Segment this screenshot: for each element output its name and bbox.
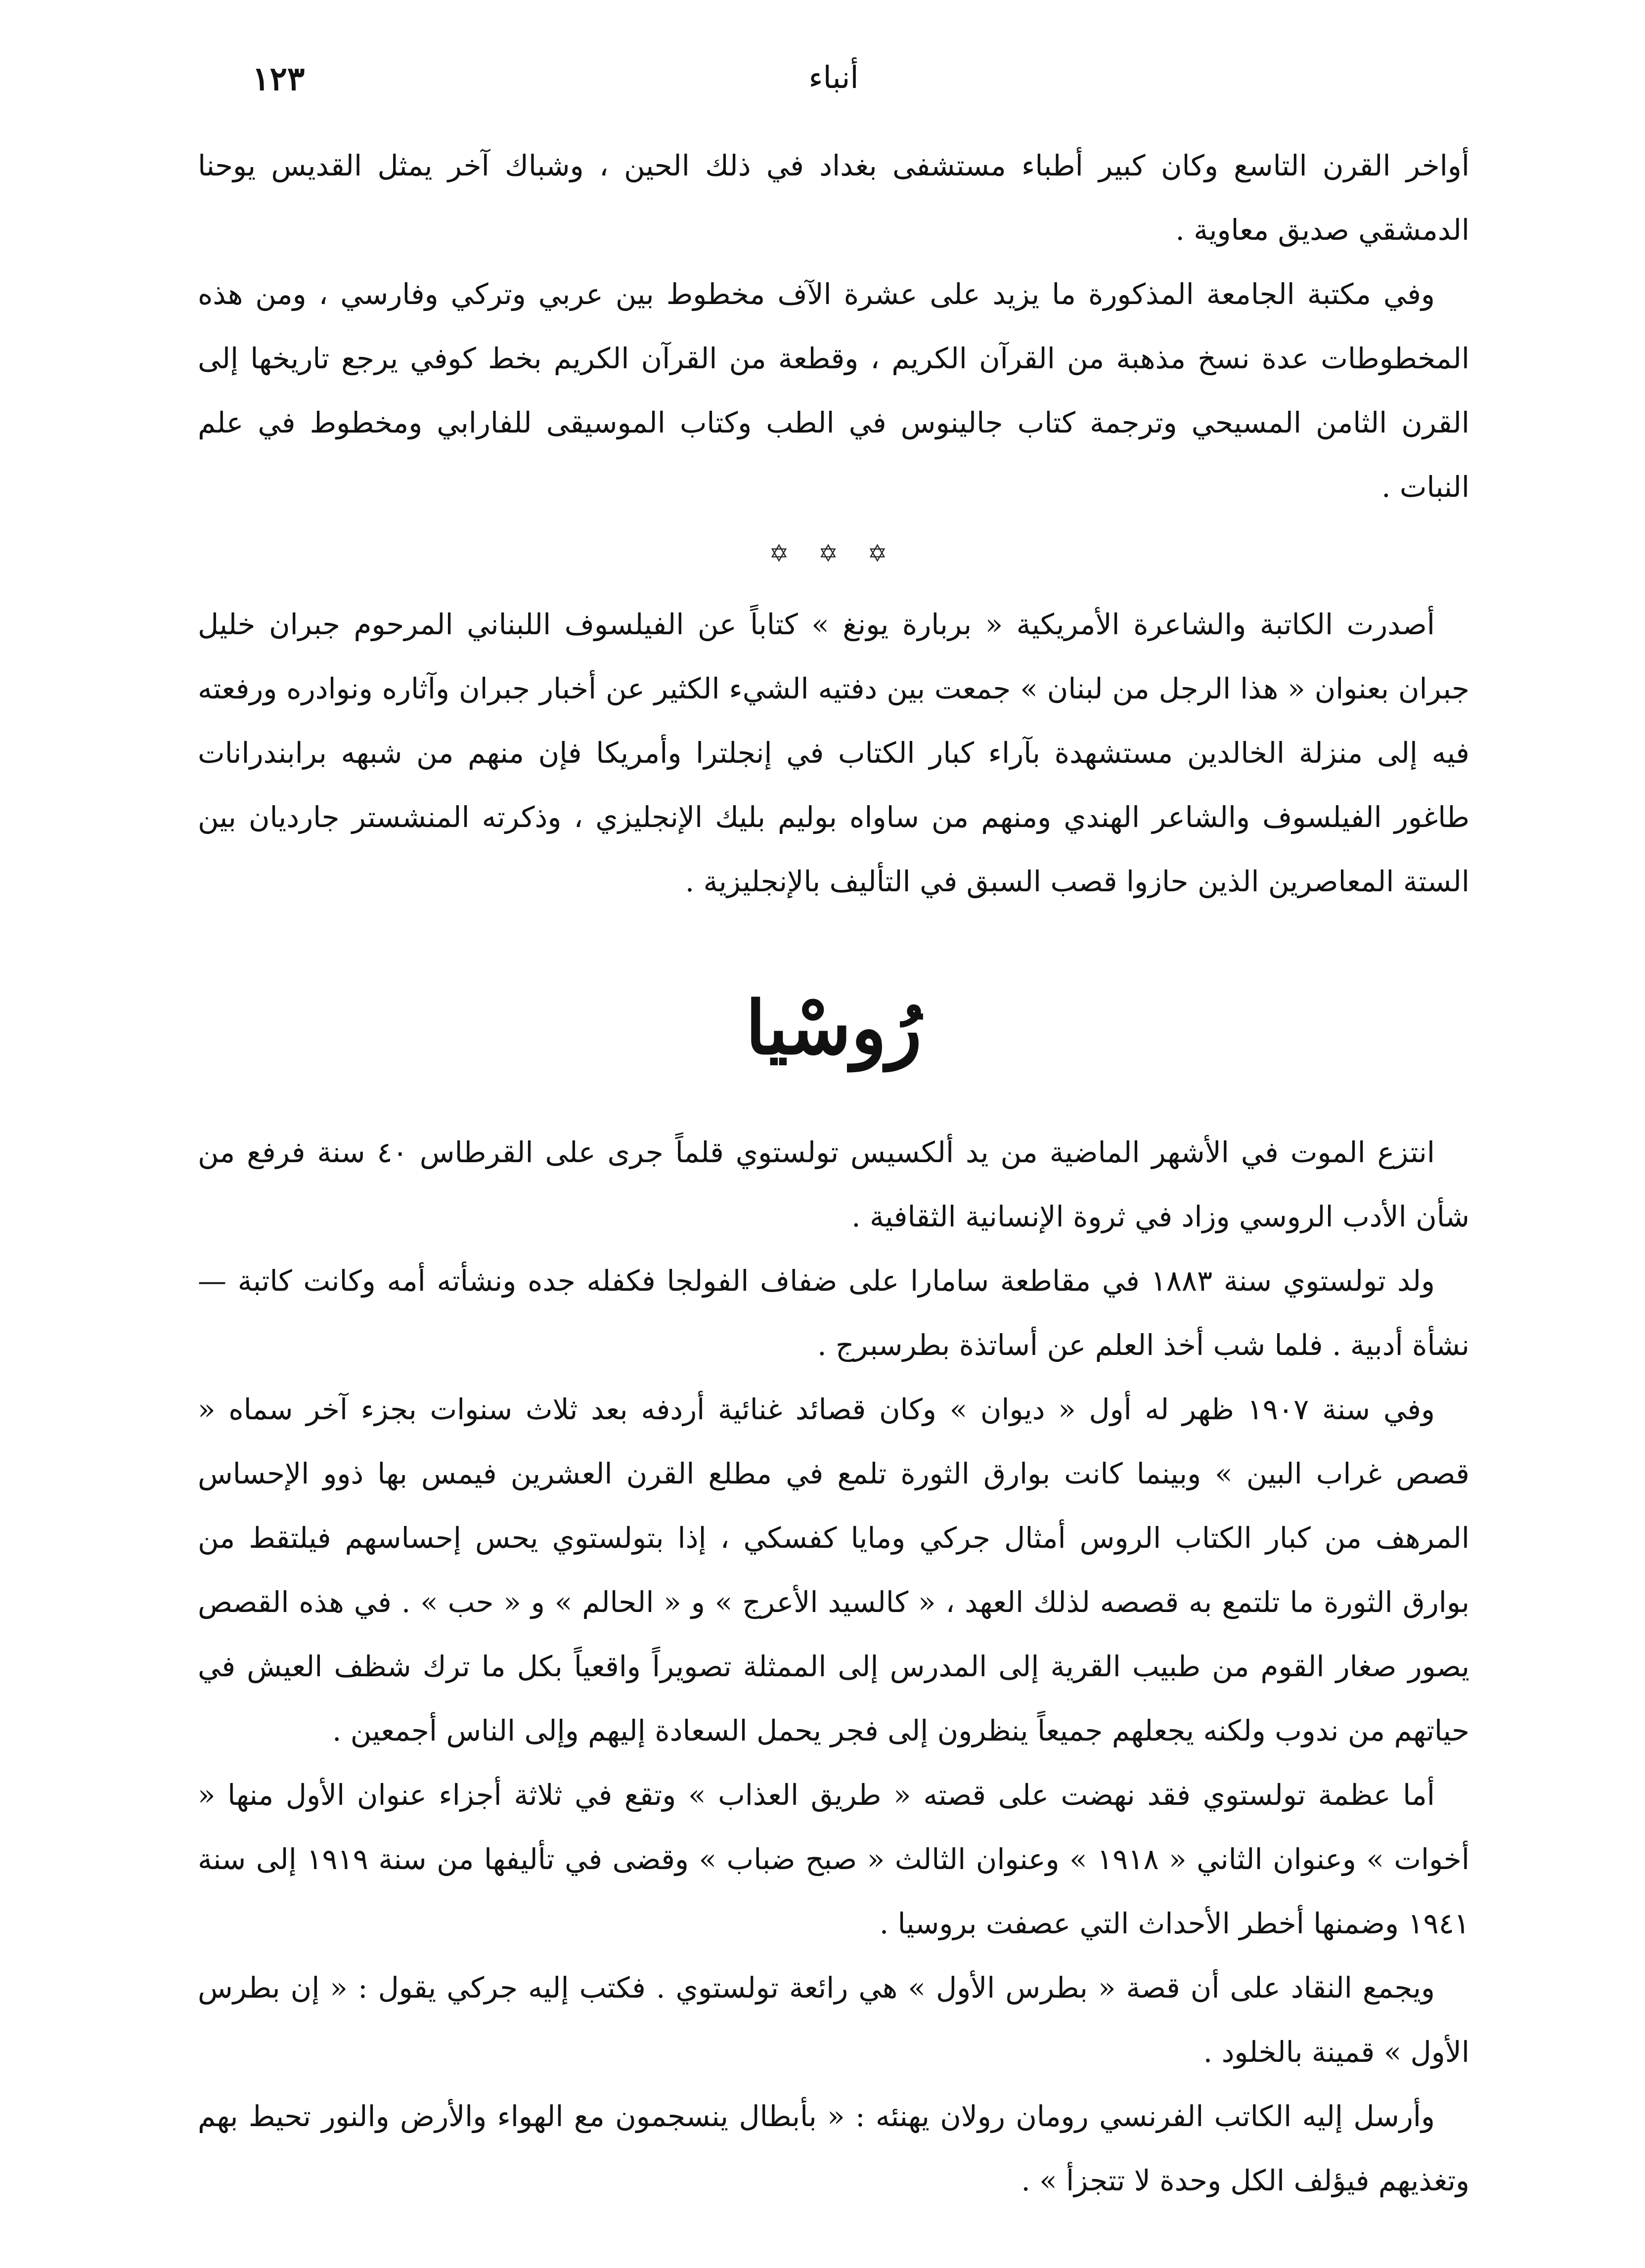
paragraph: وفي مكتبة الجامعة المذكورة ما يزيد على عشرة الآف مخطوط بين عربي وتركي وفارسي ، ومن هذه المخطوطات عدة نسخ مذهبة من القرآن الكريم ، وقطعة من القرآن الكريم بخط كوفي يرجع تاريخها إلى القرن الثامن المسيحي وترجمة كتاب جالينوس في الطب وكتاب الموسيقى للفارابي ومخطوط في علم النبات . <box>198 277 1469 504</box>
paragraph: انتزع الموت في الأشهر الماضية من يد ألكسيس تولستوي قلماً جرى على القرطاس ٤٠ سنة فرفع من شأن الأدب الروسي وزاد في ثروة الإنسانية الثقافية . <box>198 1135 1469 1233</box>
paragraph: وفي سنة ١٩٠٧ ظهر له أول « ديوان » وكان قصائد غنائية أردفه بعد ثلاث سنوات بجزء آخر سماه « قصص غراب البين » وبينما كانت بوارق الثورة تلمع في مطلع القرن العشرين فيمس بها ذوو الإحساس المرهف من كبار الكتاب الروس أمثال جركي ومايا كفسكي ، إذا بتولستوي يحس إحساسهم فيلتقط من بوارق الثورة ما تلتمع به قصصه لذلك العهد ، « كالسيد الأعرج » و « الحالم » و « حب » . في هذه القصص يصور صغار القوم من طبيب القرية إلى المدرس إلى الممثلة تصويراً واقعياً بكل ما ترك شظف العيش في حياتهم من ندوب ولكنه يجعلهم جميعاً ينظرون إلى فجر يحمل السعادة إليهم وإلى الناس أجمعين . <box>198 1392 1469 1747</box>
paragraph: أواخر القرن التاسع وكان كبير أطباء مستشفى بغداد في ذلك الحين ، وشباك آخر يمثل القديس يوحنا الدمشقي صديق معاوية . <box>198 149 1469 247</box>
paragraph: ولد تولستوي سنة ١٨٨٣ في مقاطعة سامارا على ضفاف الفولجا فكفله جده ونشأته أمه وكانت كاتبة — نشأة أدبية . فلما شب أخذ العلم عن أساتذة بطرسبرج . <box>198 1264 1469 1362</box>
paragraph: ويجمع النقاد على أن قصة « بطرس الأول » هي رائعة تولستوي . فكتب إليه جركي يقول : « إن بطرس الأول » قمينة بالخلود . <box>198 1970 1469 2069</box>
star-separator: ✡ ✡ ✡ <box>769 540 898 567</box>
article-libraries <box>198 133 1469 519</box>
paragraph: أما عظمة تولستوي فقد نهضت على قصته « طريق العذاب » وتقع في ثلاثة أجزاء عنوان الأول منها « أخوات » وعنوان الثاني « ١٩١٨ » وعنوان الثالث « صبح ضباب » وقضى في تأليفها من سنة ١٩١٩ إلى سنة ١٩٤١ وضمنها أخطر الأحداث التي عصفت بروسيا . <box>198 1778 1469 1940</box>
paragraph: وأرسل إليه الكاتب الفرنسي رومان رولان يهنئه : « بأبطال ينسجمون مع الهواء والأرض والنور تحيط بهم وتغذيهم فيؤلف الكل وحدة لا تتجزأ » . <box>198 2099 1469 2197</box>
page-header <box>198 59 1469 124</box>
paragraph: أصدرت الكاتبة والشاعرة الأمريكية « بربارة يونغ » كتاباً عن الفيلسوف اللبناني المرحوم جبران خليل جبران بعنوان « هذا الرجل من لبنان » جمعت بين دفتيه الشيء الكثير عن أخبار جبران وآثاره ونوادره ورفعته فيه إلى منزلة الخالدين مستشهدة بآراء كبار الكتاب في إنجلترا وأمريكا فإن منهم من شبهه برابندرانات طاغور الفيلسوف والشاعر الهندي ومنهم من ساواه بوليم بليك الإنجليزي ، وذكرته المنشستر جارديان بين الستة المعاصرين الذين حازوا قصب السبق في التأليف بالإنجليزية . <box>198 608 1470 898</box>
running-title: أنباء <box>808 59 859 95</box>
article-russia <box>198 1120 1469 2213</box>
section-title: رُوسْيا <box>745 985 922 1071</box>
page-number: ١٢٣ <box>252 59 305 98</box>
article-gibran <box>198 592 1469 914</box>
